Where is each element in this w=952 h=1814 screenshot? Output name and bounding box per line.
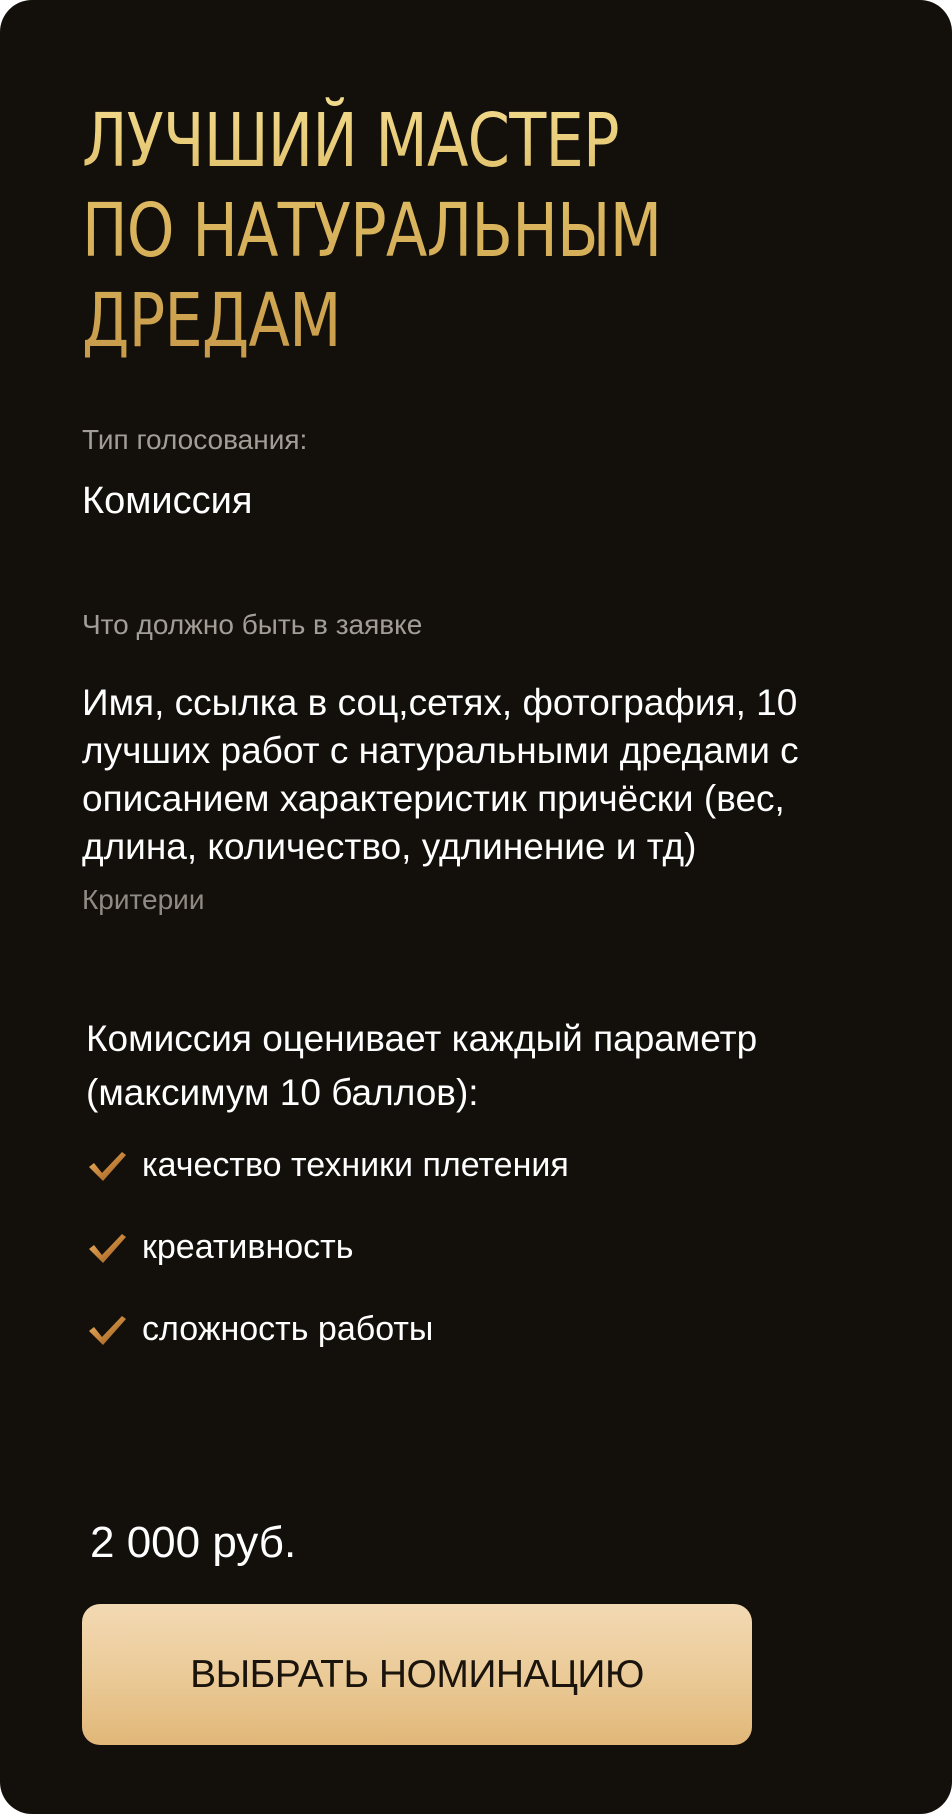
voting-type-value: Комиссия [82,480,253,522]
title-line: ЛУЧШИЙ МАСТЕР [82,98,619,184]
title-line: ДРЕДАМ [82,278,341,364]
checkmark-icon [86,1146,128,1186]
criteria-item-label: качество техники плетения [142,1146,569,1184]
criteria-item [86,1308,569,1390]
criteria-label: Критерии [82,884,205,915]
checkmark-icon [86,1228,128,1268]
criteria-item [86,1226,569,1308]
criteria-intro: Комиссия оценивает каждый параметр (максимум 10 баллов): [86,1018,758,1113]
criteria-item-label: сложность работы [142,1310,434,1348]
criteria-item [86,1144,569,1226]
requirements-text: Имя, ссылка в соц,сетях, фотография, 10 лучших работ с натуральными дредами с описанием характеристик причёски (вес, длина, количество, удлинение и тд) [82,682,799,867]
criteria-item-label: креативность [142,1228,354,1266]
choose-nomination-button[interactable]: ВЫБРАТЬ НОМИНАЦИЮ [82,1604,752,1745]
title-line: ПО НАТУРАЛЬНЫМ [82,188,662,274]
price: 2 000 руб. [90,1518,297,1567]
voting-type-label: Тип голосования: [82,424,308,455]
requirements-label: Что должно быть в заявке [82,609,423,640]
checkmark-icon [86,1310,128,1350]
criteria-list [86,1144,569,1390]
nomination-title [82,96,705,366]
